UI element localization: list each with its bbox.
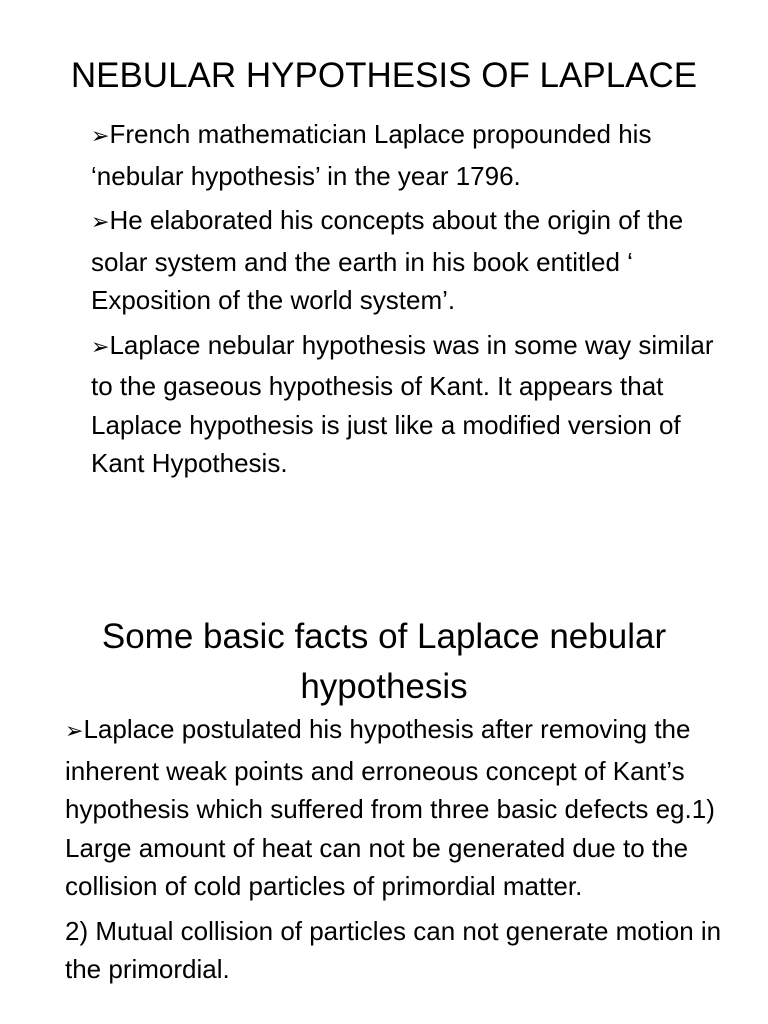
slide-1-bullet-list [91,115,731,489]
slide-1-title: NEBULAR HYPOTHESIS OF LAPLACE [70,56,698,95]
slide-1-bullet [91,326,731,483]
bullet-text: Laplace nebular hypothesis was in some way similar to the gaseous hypothesis of Kant. It appears that Laplace hypothesis is just like a modified version of Kant Hypothesis. [91,329,714,478]
slide-2-paragraph [65,912,725,989]
arrow-bullet-icon: ➢ [91,210,110,235]
bullet-text: He elaborated his concepts about the origin of the solar system and the earth in his book entitled ‘ Exposition of the world system’. [91,205,684,315]
slide-2-title: Some basic facts of Laplace nebular hypothesis [101,617,667,706]
arrow-bullet-icon: ➢ [91,124,110,149]
bullet-text: French mathematician Laplace propounded his ‘nebular hypothesis’ in the year 1796. [91,119,652,191]
bullet-text: Laplace postulated his hypothesis after removing the inherent weak points and erroneous concept of Kant’s hypothesis which suffered from three basic defects eg.1) Large amount of heat can not be generated due to the collision of cold particles of primordial matter. [65,714,715,901]
arrow-bullet-icon: ➢ [65,719,84,744]
slide-2-bullet [65,710,725,906]
slide-2-bullet-list [65,710,725,995]
arrow-bullet-icon: ➢ [91,334,110,360]
paragraph-text: 2) Mutual collision of particles can not generate motion in the primordial. [65,915,722,984]
slide-1-bullet [91,201,731,320]
slide-1-bullet [91,115,731,195]
